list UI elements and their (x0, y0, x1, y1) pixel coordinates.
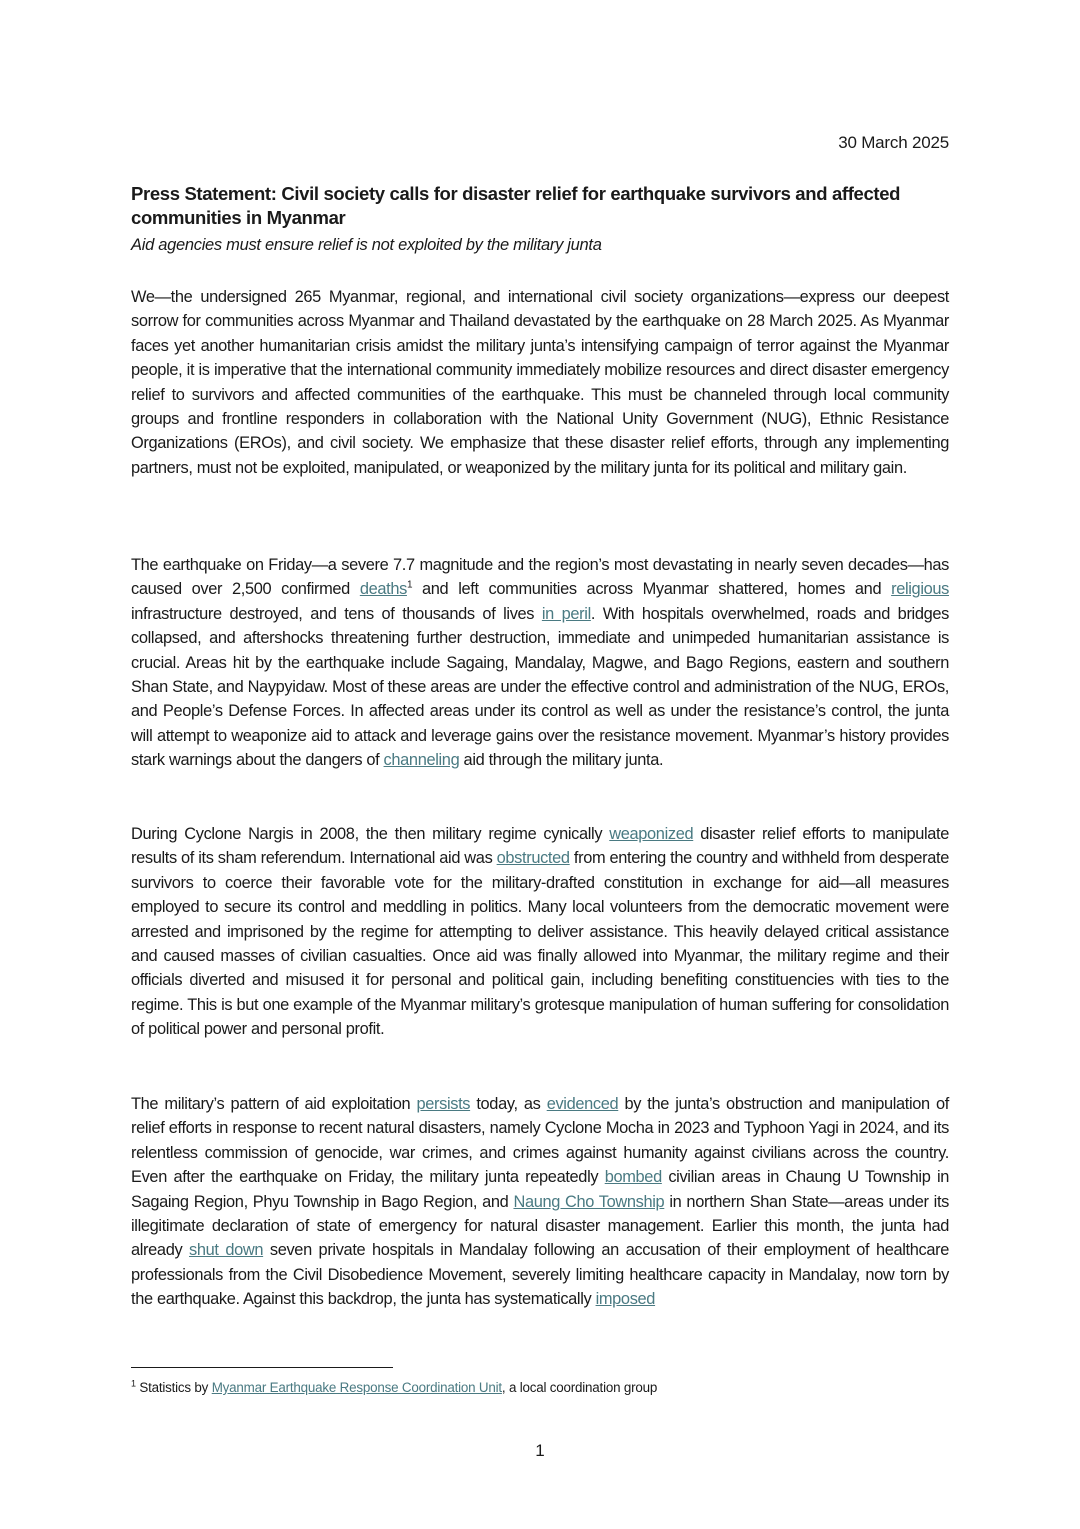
link-channeling[interactable]: channeling (383, 751, 460, 770)
page-title: Press Statement: Civil society calls for disaster relief for earthquake survivors and affected communities in Myanmar (131, 183, 901, 228)
link-obstructed[interactable]: obstructed (496, 849, 570, 868)
paragraph-text: We—the undersigned 265 Myanmar, regional, and international civil society organizations—express our deepest sorrow for communities across Myanmar and Thailand devastated by the earthquake on 28 March 2025. As Myanmar faces yet another humanitarian crisis amidst the military junta’s intensifying campaign of terror against the Myanmar people, it is imperative that the international community immediately mobilize resources and direct disaster emergency relief to survivors and affected communities of the earthquake. This must be channeled through local community groups and frontline responders in collaboration with the National Unity Government (NUG), Ethnic Resistance Organizations (EROs), and civil society. We emphasize that these disaster relief efforts, through any implementing partners, must not be exploited, manipulated, or weaponized by the military junta for its political and military gain. (131, 288, 949, 477)
link-weaponized[interactable]: weaponized (609, 825, 694, 843)
paragraph-text: During Cyclone Nargis in 2008, the then military regime cynically (131, 825, 610, 843)
footnote-marker: 1 (131, 1378, 136, 1389)
paragraph-text: . With hospitals overwhelmed, roads and bridges collapsed, and aftershocks threatening further destruction, immediate and unimpeded humanitarian assistance is crucial. Areas hit by the earthquake include Sagaing, Mandalay, Magwe, and Bago Regions, eastern and southern Shan State, and Naypyidaw. Most of these areas are under the effective control and administration of the NUG, EROs, and People’s Defense Forces. In affected areas under its control as well as under the resistance’s control, the junta will attempt to weaponize aid to attack and leverage gains over the resistance movement. Myanmar’s history provides stark warnings about the dangers of (131, 604, 949, 770)
footnote-ref[interactable]: 1 (406, 579, 413, 591)
statement-date: 30 March 2025 (838, 133, 949, 152)
link-imposed[interactable]: imposed (595, 1290, 656, 1309)
page-subtitle: Aid agencies must ensure relief is not exploited by the military junta (131, 236, 602, 254)
paragraph-nargis (131, 822, 949, 1042)
paragraph-text: today, as (470, 1095, 547, 1113)
paragraph-text: civilian areas in Chaung U Township in Sagaing Region, Phyu Township in Bago Region, and (131, 1168, 949, 1211)
footnote-text: Statistics by (135, 1380, 212, 1395)
paragraph-intro (131, 285, 949, 480)
paragraph-text: aid through the military junta. (459, 751, 664, 770)
link-in-peril[interactable]: in peril (541, 604, 591, 623)
paragraph-text: from entering the country and withheld from desperate survivors to coerce their favorable vote for the military-drafted constitution in exchange for aid—all measures employed to secure its control and meddling in politics. Many local volunteers from the democratic movement were arrested and imprisoned by the regime for attempting to deliver assistance. This heavily delayed critical assistance and caused masses of civilian casualties. Once aid was finally allowed into Myanmar, the military regime and their officials diverted and misused it for personal and political gain, including benefiting constituencies with ties to the regime. This is but one example of the Myanmar military’s grotesque manipulation of human suffering for consolidation of political power and personal profit. (131, 849, 949, 1039)
paragraph-pattern (131, 1092, 949, 1312)
paragraph-text: The earthquake on Friday—a severe 7.7 magnitude and the region’s most devastating in nearly seven decades—has caused over 2,500 confirmed (131, 556, 949, 599)
paragraph-text: seven private hospitals in Mandalay following an accusation of their employment of healthcare professionals from the Civil Disobedience Movement, severely limiting healthcare capacity in Mandalay, now torn by the earthquake. Against this backdrop, the junta has systematically (131, 1241, 949, 1309)
footnote-divider (131, 1367, 393, 1368)
link-deaths[interactable]: deaths (359, 580, 407, 599)
link-shut-down[interactable]: shut down (189, 1241, 264, 1260)
paragraph-text: in northern Shan State—areas under its illegitimate declaration of state of emergency for natural disaster management. Earlier this month, the junta had already (131, 1192, 949, 1260)
link-religious[interactable]: religious (891, 580, 949, 599)
link-naung-cho-township[interactable]: Naung Cho Township (513, 1192, 665, 1211)
paragraph-text: and left communities across Myanmar shattered, homes and (412, 580, 892, 599)
paragraph-text: infrastructure destroyed, and tens of thousands of lives (131, 604, 542, 623)
paragraph-text: The military’s pattern of aid exploitation (131, 1095, 417, 1113)
link-persists[interactable]: persists (416, 1095, 471, 1113)
footnote-text: , a local coordination group (501, 1380, 658, 1395)
page-number: 1 (535, 1441, 545, 1460)
link-evidenced[interactable]: evidenced (546, 1095, 619, 1113)
link-mercu[interactable]: Myanmar Earthquake Response Coordination Unit (211, 1380, 502, 1395)
link-bombed[interactable]: bombed (604, 1168, 662, 1187)
paragraph-earthquake (131, 553, 949, 773)
paragraph-text: disaster relief efforts to manipulate results of its sham referendum. International aid was (131, 825, 949, 868)
footnote (131, 1380, 657, 1395)
paragraph-text: by the junta’s obstruction and manipulation of relief efforts in response to recent natural disasters, namely Cyclone Mocha in 2023 and Typhoon Yagi in 2024, and its relentless commission of genocide, war crimes, and crimes against humanity against civilians across the country. Even after the earthquake on Friday, the military junta repeatedly (131, 1095, 950, 1187)
